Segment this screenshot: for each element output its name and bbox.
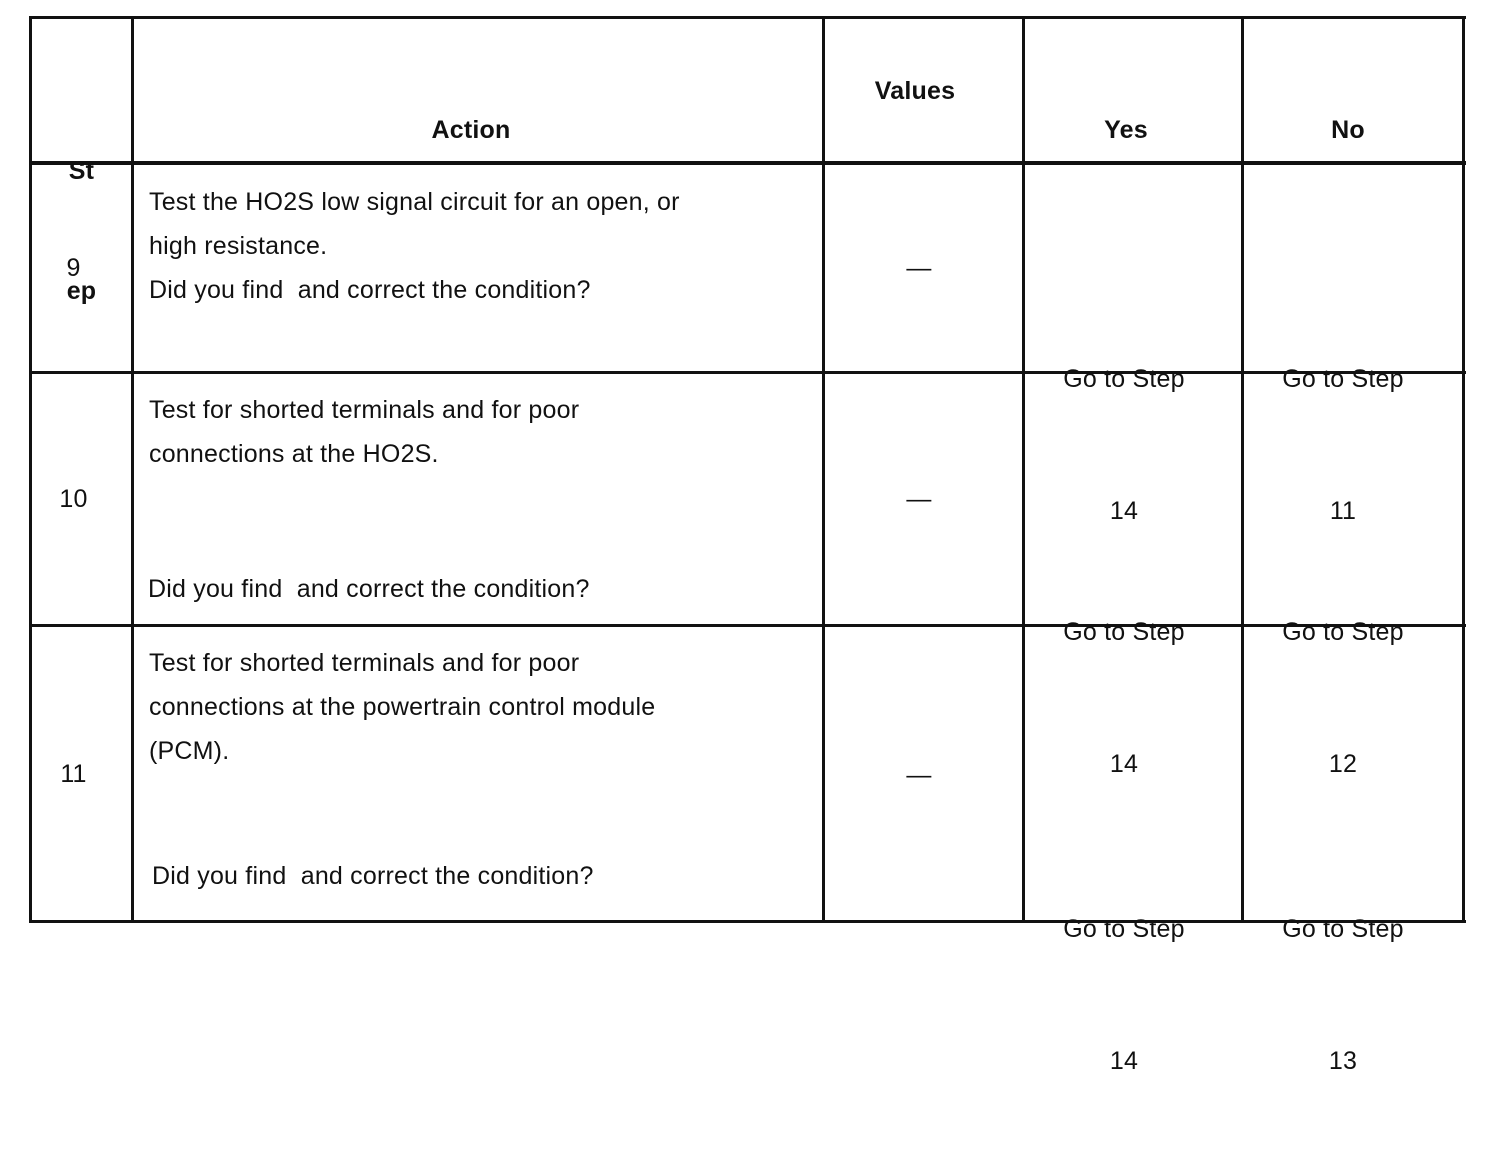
table-border-right (1462, 16, 1465, 923)
action-text: connections at the powertrain control module (149, 693, 656, 721)
action-question: Did you find and correct the condition? (152, 862, 594, 890)
header-step-line1: St (68, 157, 95, 185)
no-goto-label: Go to Step (1282, 915, 1404, 943)
header-step-line2: ep (66, 277, 97, 305)
step-number: 9 (66, 254, 81, 282)
no-goto (1244, 819, 1442, 1171)
action-text: Test for shorted terminals and for poor (149, 649, 580, 677)
no-goto-step: 11 (1329, 497, 1357, 525)
action-question: Did you find and correct the condition? (149, 276, 591, 304)
values-dash: — (906, 254, 932, 282)
yes-goto-step: 14 (1109, 750, 1139, 778)
header-values: Values (874, 77, 956, 105)
yes-goto-label: Go to Step (1063, 365, 1185, 393)
column-divider (131, 16, 134, 923)
step-number: 11 (60, 760, 87, 788)
action-text: (PCM). (149, 737, 230, 765)
no-goto-step: 13 (1328, 1047, 1358, 1075)
action-text: Test the HO2S low signal circuit for an open, or (149, 188, 680, 216)
yes-goto (1025, 819, 1223, 1171)
yes-goto-label: Go to Step (1063, 618, 1185, 646)
header-step (32, 71, 131, 391)
header-no: No (1331, 116, 1365, 144)
action-text: high resistance. (149, 232, 328, 260)
yes-goto-step: 14 (1109, 497, 1139, 525)
no-goto-label: Go to Step (1282, 365, 1404, 393)
header-divider (29, 161, 1466, 165)
header-action: Action (431, 116, 511, 144)
no-goto-label: Go to Step (1282, 618, 1404, 646)
action-text: connections at the HO2S. (149, 440, 439, 468)
yes-goto-label: Go to Step (1063, 915, 1185, 943)
action-question: Did you find and correct the condition? (148, 575, 590, 603)
no-goto-step: 12 (1328, 750, 1358, 778)
table-border-top (29, 16, 1466, 19)
action-text: Test for shorted terminals and for poor (149, 396, 580, 424)
values-dash: — (906, 761, 932, 789)
values-dash: — (906, 485, 932, 513)
yes-goto-step: 14 (1109, 1047, 1139, 1075)
step-number: 10 (59, 485, 88, 513)
header-yes: Yes (1104, 116, 1148, 144)
